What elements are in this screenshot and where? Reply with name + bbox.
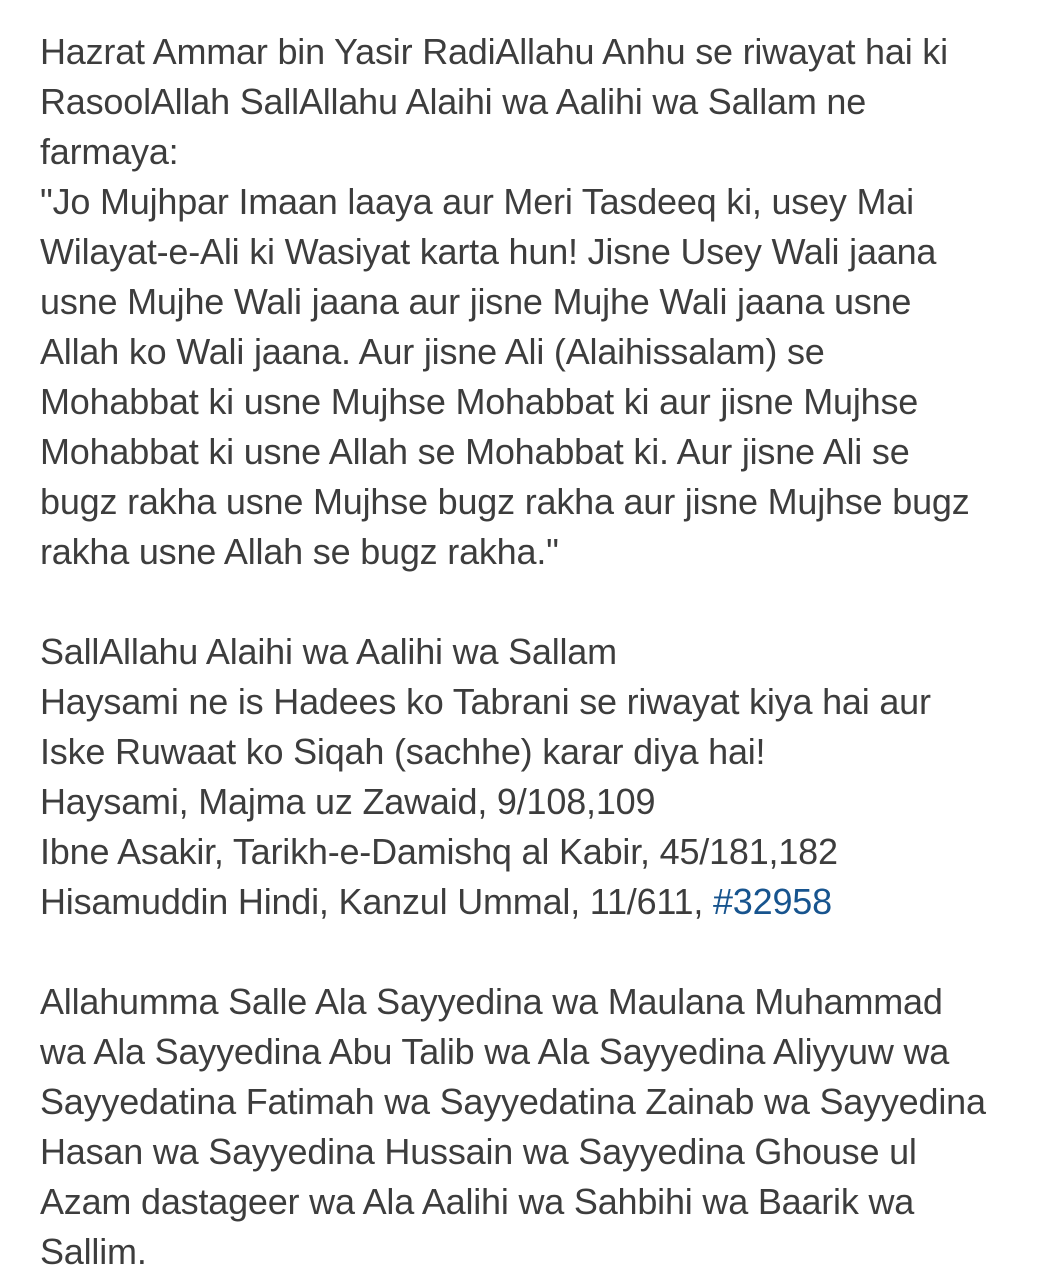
text-line: Allahumma Salle Ala Sayyedina wa Maulana Muhammad — [40, 981, 943, 1022]
text-line: wa Ala Sayyedina Abu Talib wa Ala Sayyedina Aliyyuw wa — [40, 1031, 950, 1072]
citation-line — [40, 877, 1012, 927]
text-line: Mohabbat ki usne Mujhse Mohabbat ki aur jisne Mujhse — [40, 381, 919, 422]
text-line: bugz rakha usne Mujhse bugz rakha aur jisne Mujhse bugz — [40, 481, 970, 522]
text-line: Iske Ruwaat ko Siqah (sachhe) karar diya hai! — [40, 731, 766, 772]
text-line: rakha usne Allah se bugz rakha." — [40, 531, 559, 572]
text-line: Sayyedatina Fatimah wa Sayyedatina Zainab wa Sayyedina — [40, 1081, 986, 1122]
text-line: "Jo Mujhpar Imaan laaya aur Meri Tasdeeq ki, usey Mai — [40, 181, 914, 222]
text-line: Wilayat-e-Ali ki Wasiyat karta hun! Jisne Usey Wali jaana — [40, 231, 937, 272]
text-line: Haysami ne is Hadees ko Tabrani se riwayat kiya hai aur — [40, 681, 931, 722]
text-line: Sallim. — [40, 1231, 147, 1272]
text-line: Mohabbat ki usne Allah se Mohabbat ki. Aur jisne Ali se — [40, 431, 910, 472]
text-line: Haysami, Majma uz Zawaid, 9/108,109 — [40, 781, 656, 822]
narration-paragraph — [40, 27, 1012, 577]
text-line: usne Mujhe Wali jaana aur jisne Mujhe Wali jaana usne — [40, 281, 912, 322]
text-line: Hasan wa Sayyedina Hussain wa Sayyedina Ghouse ul — [40, 1131, 917, 1172]
text-line: RasoolAllah SallAllahu Alaihi wa Aalihi wa Sallam ne — [40, 81, 867, 122]
references-paragraph — [40, 627, 1012, 927]
durood-paragraph — [40, 977, 1012, 1277]
citation-hashtag-link[interactable]: #32958 — [712, 881, 832, 922]
text-line: farmaya: — [40, 131, 179, 172]
text-line: Allah ko Wali jaana. Aur jisne Ali (Alaihissalam) se — [40, 331, 825, 372]
text-line: Ibne Asakir, Tarikh-e-Damishq al Kabir, 45/181,182 — [40, 831, 838, 872]
text-line: Hazrat Ammar bin Yasir RadiAllahu Anhu se riwayat hai ki — [40, 31, 948, 72]
text-line: Azam dastageer wa Ala Aalihi wa Sahbihi wa Baarik wa — [40, 1181, 915, 1222]
citation-text: Hisamuddin Hindi, Kanzul Ummal, 11/611, — [40, 881, 713, 922]
text-line: SallAllahu Alaihi wa Aalihi wa Sallam — [40, 631, 617, 672]
